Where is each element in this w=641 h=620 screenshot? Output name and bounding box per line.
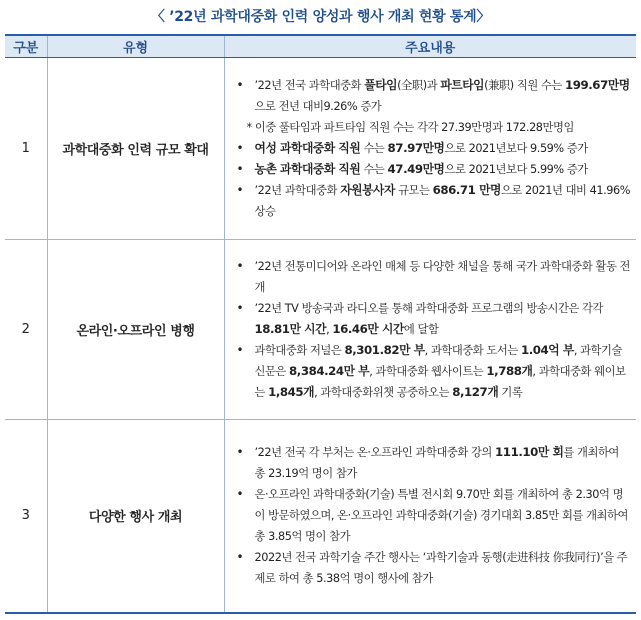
highlight-text: 1.04억 부 (520, 342, 574, 357)
highlight-text: 1,788개 (486, 363, 533, 378)
table-row (5, 57, 636, 239)
highlight-text: 18.81만 시간 (254, 321, 327, 336)
row-number: 2 (5, 239, 47, 419)
text-run: * 이중 풀타임과 파트타임 직원 수는 각각 27.39만명과 172.28만명임 (246, 120, 574, 134)
bullet-item (233, 547, 633, 589)
highlight-text: 87.97만명 (387, 140, 445, 155)
text-run: 를 개최하여 총 23.19억 명이 참가 (254, 446, 619, 481)
row-number: 1 (5, 57, 47, 239)
highlight-text: 자원봉사자 (340, 182, 395, 197)
highlight-text: 여성 과학대중화 직원 (254, 140, 361, 155)
text-run: 과학대중화 저널은 (254, 343, 345, 357)
text-run: 기록 (498, 385, 523, 399)
point-list (233, 256, 633, 403)
text-run: , (326, 322, 333, 336)
row-content (224, 57, 636, 239)
text-run: 으로 2021년 대비 41.96% 상승 (254, 183, 631, 218)
highlight-text: 농촌 과학대중화 직원 (254, 161, 361, 176)
text-run: , 과학대중화 도서는 (424, 343, 521, 357)
highlight-text: 8,301.82만 부 (344, 342, 425, 357)
text-run: , 과학대중화 웹사이트는 (369, 364, 487, 378)
text-run: 으로 2021년보다 5.99% 증가 (444, 162, 588, 176)
text-run: 에 달함 (403, 322, 439, 336)
highlight-text: 47.49만명 (387, 161, 445, 176)
point-list (233, 75, 633, 222)
highlight-text: 686.71 만명 (432, 182, 501, 197)
highlight-text: 16.46만 시간 (332, 321, 404, 336)
text-run: 수는 (360, 141, 388, 155)
stats-table (5, 34, 636, 614)
row-type: 다양한 행사 개최 (47, 419, 224, 613)
point-list (233, 442, 633, 589)
text-run: 온·오프라인 과학대중화(기술) 특별 전시회 9.70만 회를 개최하여 총 2.30억 명이 방문하였으며, 온·오프라인 과학대중화(기술) 경기대회 3.85만 회를 개최하여 총 3.85억 명이 참가 (254, 488, 628, 544)
row-content (224, 419, 636, 613)
text-run: 규모는 (394, 183, 433, 197)
row-content (224, 239, 636, 419)
highlight-text: 1,845개 (268, 384, 315, 399)
header-num: 구분 (5, 35, 47, 57)
text-run: ’22년 전국 각 부처는 온·오프라인 과학대중화 강의 (254, 446, 496, 460)
text-run: ’22년 TV 방송국과 라디오를 통해 과학대중화 프로그램의 방송시간은 각각 (254, 301, 603, 315)
highlight-text: 풀타임 (364, 77, 398, 92)
bullet-item (233, 298, 633, 340)
header-content: 주요내용 (224, 35, 636, 57)
bullet-item (233, 256, 633, 298)
row-number: 3 (5, 419, 47, 613)
bullet-item (233, 75, 633, 117)
text-run: , 과학기술 신문은 (254, 343, 622, 378)
text-run: 2022년 전국 과학기술 주간 행사는 ‘과학기술과 동행(走进科技 你我同行)’을 주제로 하여 총 5.38억 명이 행사에 참가 (254, 551, 628, 586)
highlight-text: 파트타임 (440, 77, 485, 92)
text-run: 으로 전년 대비9.26% 증가 (254, 99, 382, 113)
text-run: , 과학대중화위챗 공중하오는 (314, 385, 453, 399)
bullet-item (233, 340, 633, 403)
text-run: 으로 2021년보다 9.59% 증가 (444, 141, 588, 155)
bullet-item (233, 180, 633, 222)
text-run: (兼职) 직원 수는 (484, 78, 565, 92)
table-row (5, 419, 636, 613)
row-type: 과학대중화 인력 규모 확대 (47, 57, 224, 239)
text-run: ’22년 전국 과학대중화 (254, 78, 365, 92)
header-row (5, 35, 636, 57)
text-run: , 과학대중화 웨이보는 (254, 364, 626, 399)
table-title: 〈 ’22년 과학대중화 인력 양성과 행사 개최 현황 통계〉 (150, 9, 491, 25)
bullet-item (233, 138, 633, 159)
highlight-text: 8,384.24만 부 (289, 363, 370, 378)
bullet-item (233, 442, 633, 484)
note-item (233, 117, 633, 138)
highlight-text: 111.10만 회 (495, 445, 564, 460)
highlight-text: 199.67만명 (565, 77, 630, 92)
highlight-text: 8,127개 (452, 384, 499, 399)
row-type: 온라인·오프라인 병행 (47, 239, 224, 419)
bullet-item (233, 484, 633, 547)
text-run: 수는 (360, 162, 388, 176)
table-row (5, 239, 636, 419)
text-run: ’22년 전통미디어와 온라인 매체 등 다양한 채널을 통해 국가 과학대중화 활동 전개 (254, 259, 631, 294)
bullet-item (233, 159, 633, 180)
text-run: ’22년 과학대중화 (254, 183, 341, 197)
text-run: (全职)과 (397, 78, 441, 92)
header-type: 유형 (47, 35, 224, 57)
